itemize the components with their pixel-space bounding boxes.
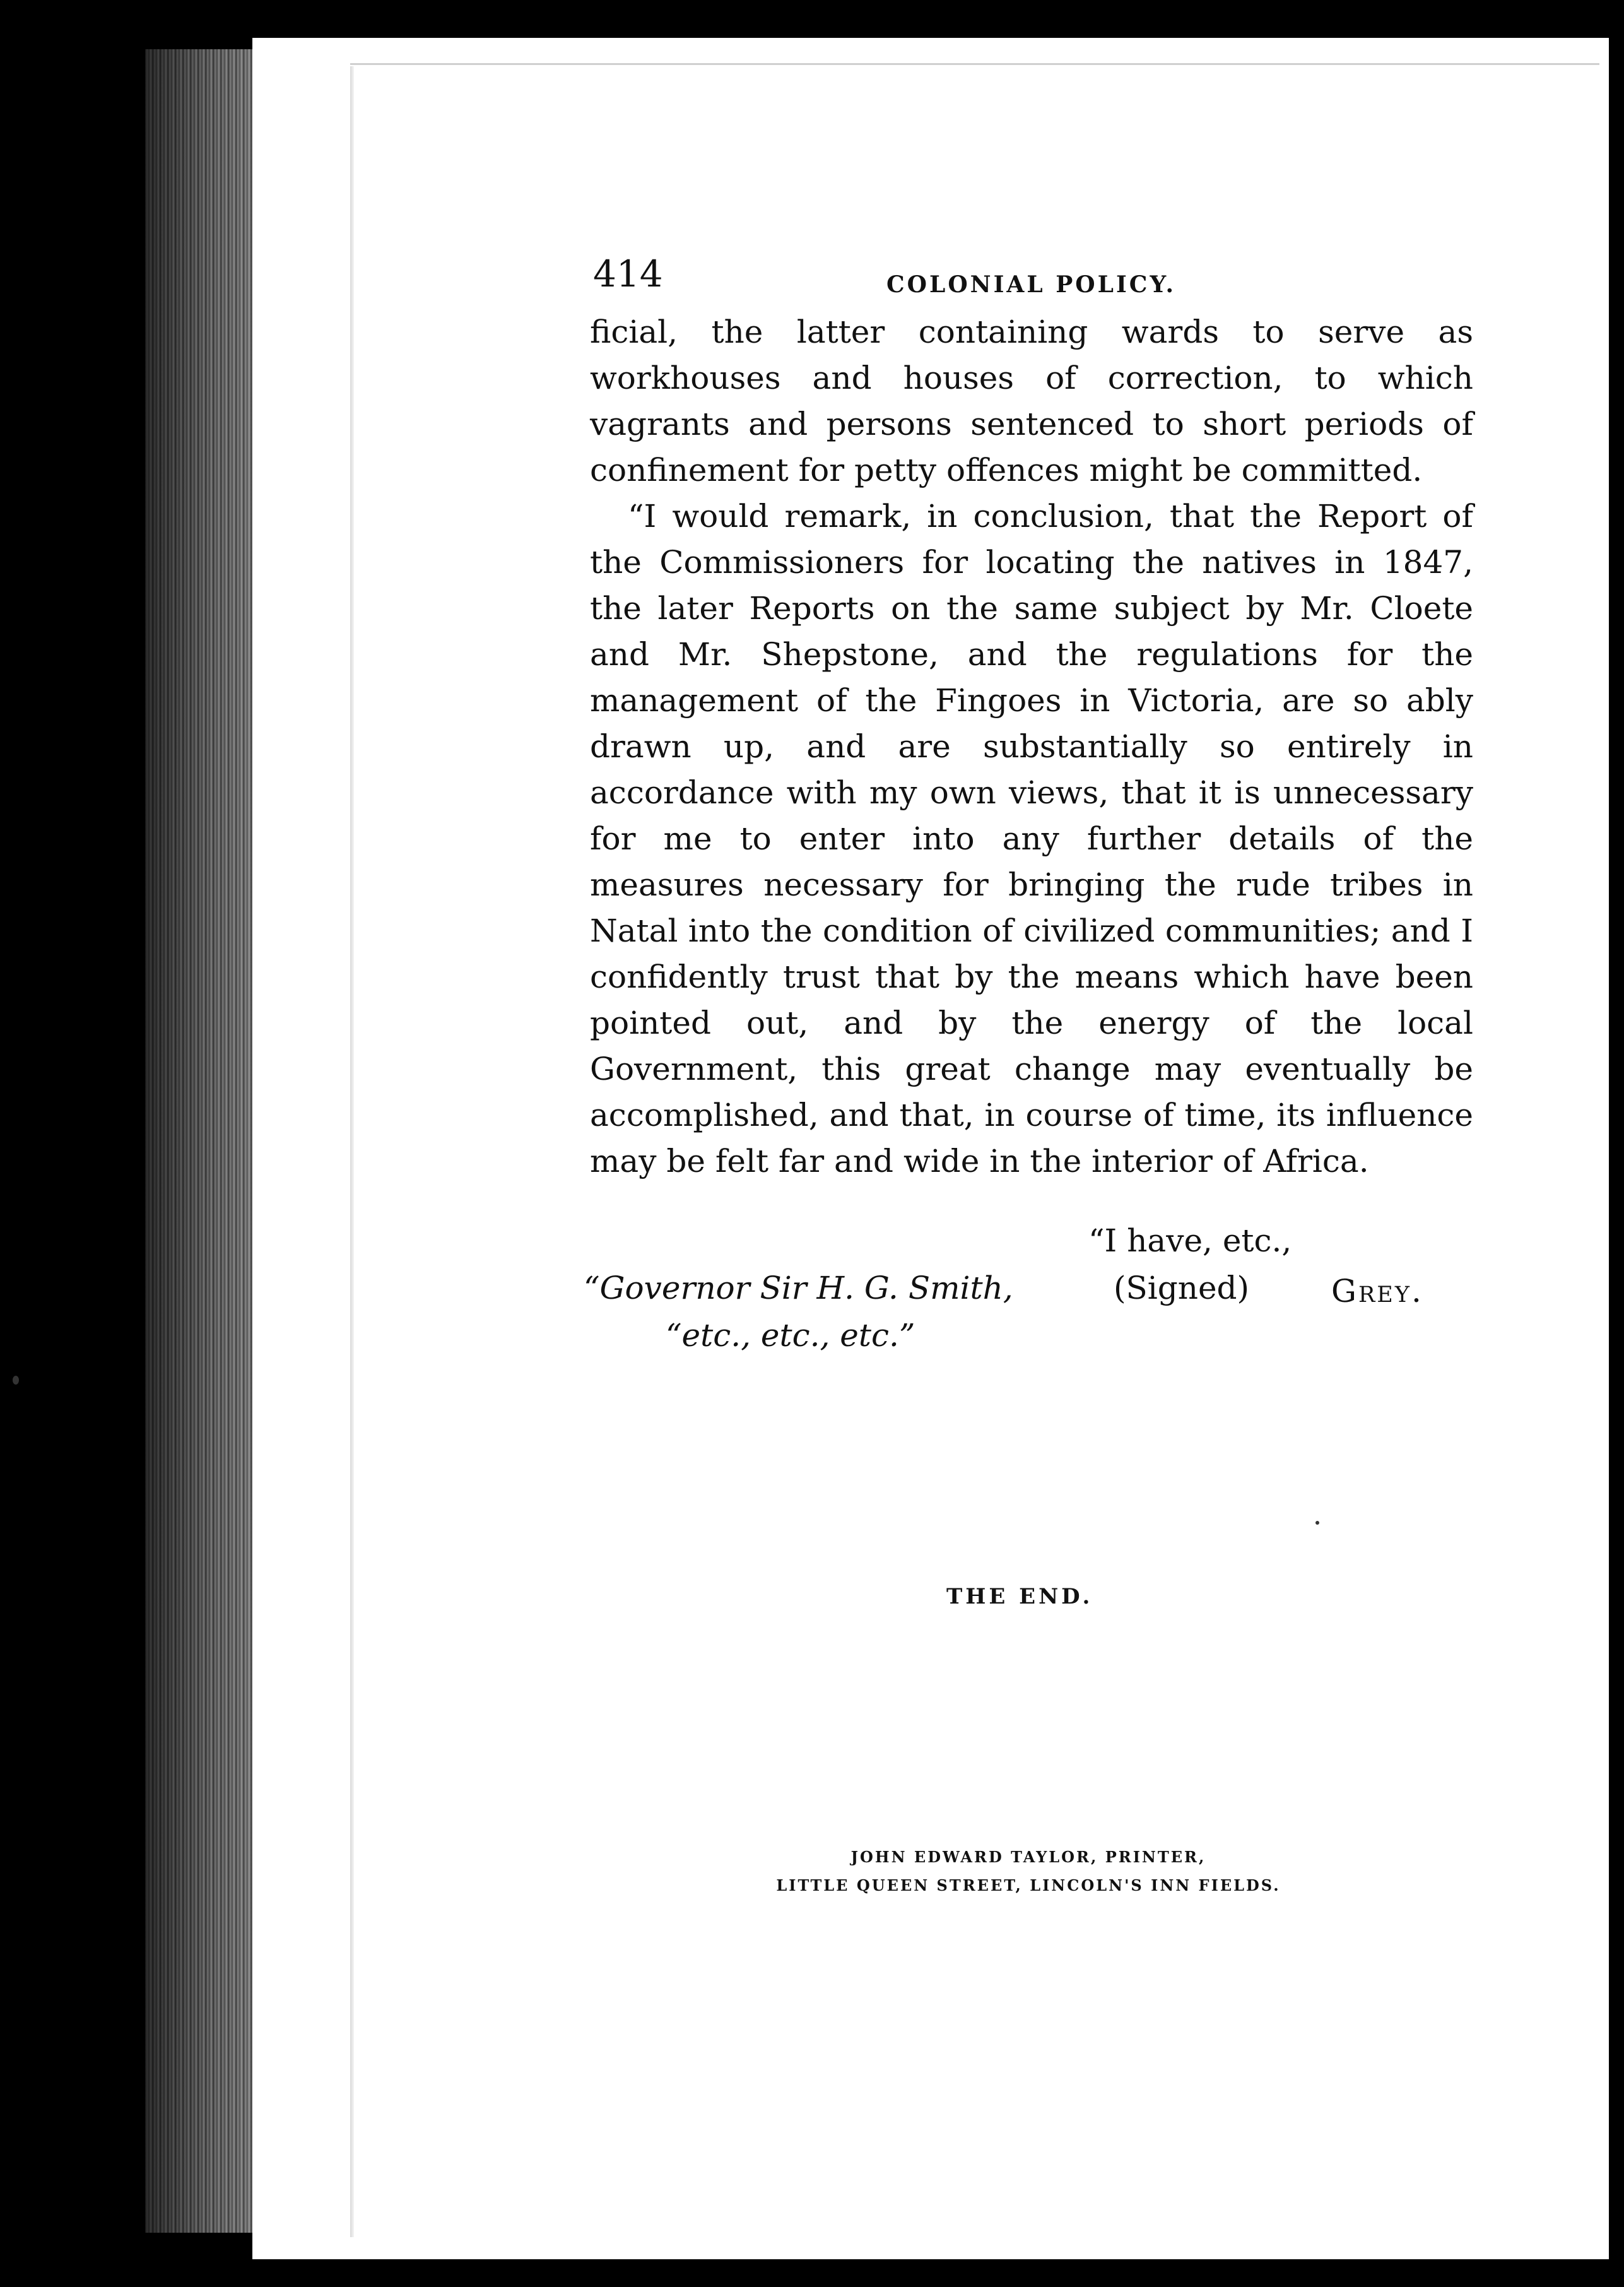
addressee-etc: “etc., etc., etc.” (666, 1317, 915, 1354)
running-head (590, 252, 1473, 309)
page-text-block (584, 252, 1473, 1361)
signature-name: Grey. (1331, 1273, 1423, 1309)
paragraph-quote: “I would remark, in conclusion, that the Report of the Commissioners for locating the natives in 1847, the later Reports on the same subject by Mr. Cloete and Mr. Shepstone, and the regulations for the management of the Fingoes in Victoria, are so ably drawn up, and are substantially so entirely in accordance with my own views, that it is unnecessary for me to enter into any further details of the measures necessary for bringing the rude tribes in Natal into the condition of civilized communities; and I confidently trust that by the means which have been pointed out, and by the energy of the local Government, this great change may eventually be accomplished, and that, in course of time, its influence may be felt far and wide in the interior of Africa. (590, 498, 1473, 1179)
page-edge-shadow (145, 49, 259, 2233)
scan-edge-mark (1615, 1041, 1620, 1085)
paragraph-continued: ficial, the latter containing wards to serve as workhouses and houses of correction, to which vagrants and persons sentenced to short periods of confinement for petty offences might be committed. (590, 314, 1473, 488)
paper-speck (1315, 1521, 1319, 1525)
paper-speck (13, 1376, 19, 1385)
printer-imprint (744, 1843, 1312, 1900)
imprint-line: JOHN EDWARD TAYLOR, PRINTER, (850, 1848, 1206, 1866)
body-text (590, 309, 1473, 1185)
imprint-line: LITTLE QUEEN STREET, LINCOLN'S INN FIELDS. (776, 1876, 1281, 1894)
the-end-heading: THE END. (946, 1584, 1093, 1609)
page-fold-edge (350, 66, 354, 2237)
running-title: COLONIAL POLICY. (886, 271, 1177, 298)
addressee: “Governor Sir H. G. Smith, (584, 1270, 1013, 1306)
page-number: 414 (593, 252, 663, 295)
letter-closing (584, 1222, 1473, 1361)
signed-label: (Signed) (1114, 1270, 1250, 1306)
closing-salutation: “I have, etc., (1088, 1222, 1292, 1259)
page-top-edge (350, 63, 1599, 65)
